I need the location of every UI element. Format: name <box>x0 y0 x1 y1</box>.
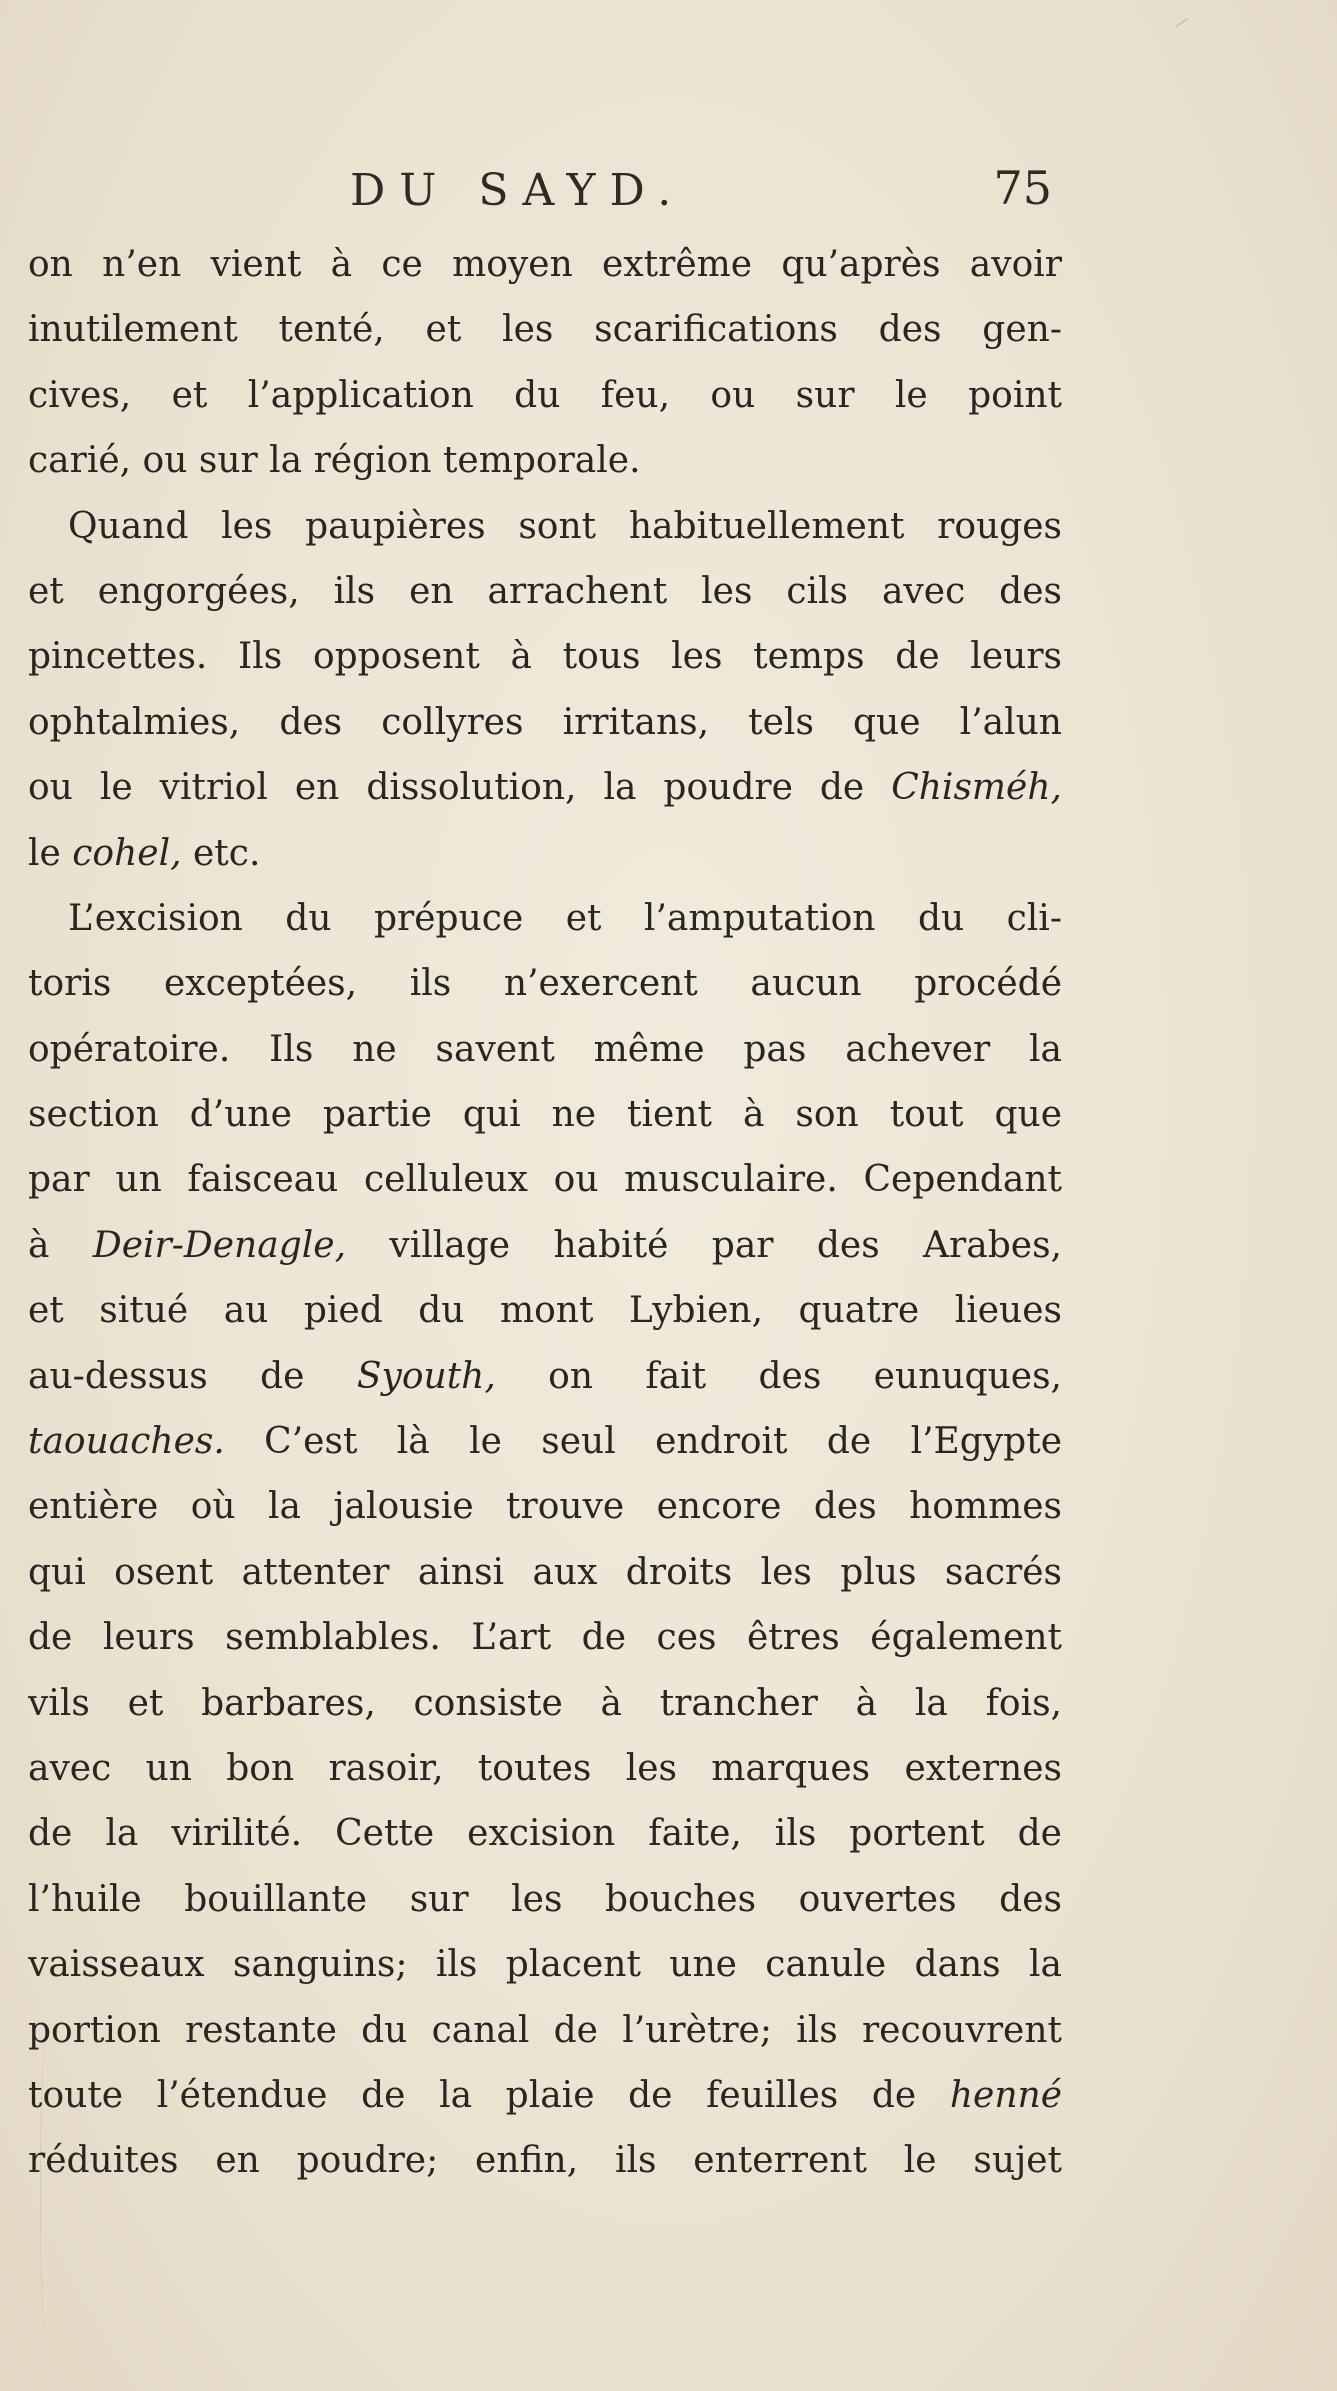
text-line <box>28 2063 1062 2128</box>
line-text: au-dessus de <box>28 1355 357 1397</box>
line-text: cives, et l’application du feu, ou sur le point <box>28 374 1062 416</box>
text-line <box>28 1605 1062 1670</box>
text-line <box>28 2128 1062 2193</box>
line-text: de la virilité. Cette excision faite, ils portent de <box>28 1813 1062 1855</box>
line-text: carié, ou sur la région temporale. <box>28 440 641 482</box>
text-line <box>28 755 1062 820</box>
text-line <box>28 428 1062 493</box>
text-line <box>28 1998 1062 2063</box>
text-line <box>28 1278 1062 1343</box>
line-text: par un faisceau celluleux ou musculaire. Cependant <box>28 1159 1062 1201</box>
text-line <box>28 1017 1062 1082</box>
line-text: Quand les paupières sont habituellement rouges <box>68 505 1062 547</box>
text-line <box>28 1082 1062 1147</box>
line-text: vils et barbares, consiste à trancher à la fois, <box>28 1682 1062 1724</box>
line-text: pincettes. Ils opposent à tous les temps de leurs <box>28 636 1062 678</box>
line-text: toris exceptées, ils n’exercent aucun procédé <box>28 963 1062 1005</box>
italic-term: henné <box>949 2074 1062 2116</box>
text-line <box>28 886 1062 951</box>
line-text: ophtalmies, des collyres irritans, tels que l’alun <box>28 701 1062 743</box>
text-line <box>28 232 1062 297</box>
text-line <box>28 1409 1062 1474</box>
line-text-after: etc. <box>181 832 261 874</box>
text-line <box>28 559 1062 624</box>
line-text: inutilement tenté, et les scarifications des gen- <box>28 309 1062 351</box>
line-text-after: village habité par des Arabes, <box>346 1224 1062 1266</box>
line-text-after: on fait des eunuques, <box>495 1355 1062 1397</box>
line-text: avec un bon rasoir, toutes les marques externes <box>28 1747 1062 1789</box>
line-text: à <box>28 1224 93 1266</box>
text-line <box>28 1801 1062 1866</box>
italic-term: Deir-Denagle, <box>92 1224 347 1266</box>
line-text: vaisseaux sanguins; ils placent une canule dans la <box>28 1944 1062 1986</box>
line-text: on n’en vient à ce moyen extrême qu’après avoir <box>28 244 1062 285</box>
corner-mark <box>1176 18 1188 27</box>
line-text: section d’une partie qui ne tient à son tout que <box>28 1094 1062 1136</box>
line-text: L’excision du prépuce et l’amputation du cli- <box>68 897 1062 939</box>
body-text <box>28 232 1062 2194</box>
line-text: et situé au pied du mont Lybien, quatre lieues <box>28 1290 1062 1332</box>
page-header <box>30 161 1052 225</box>
text-line <box>28 1344 1062 1409</box>
text-line <box>28 951 1062 1016</box>
italic-term: cohel, <box>72 832 182 874</box>
text-line <box>28 690 1062 755</box>
text-line <box>28 1867 1062 1932</box>
line-text: l’huile bouillante sur les bouches ouvertes des <box>28 1878 1062 1920</box>
text-line <box>28 821 1062 886</box>
text-line <box>28 1671 1062 1736</box>
text-line <box>28 1736 1062 1801</box>
text-line <box>28 494 1062 559</box>
line-text: opératoire. Ils ne savent même pas achever la <box>28 1028 1062 1070</box>
text-line <box>28 1213 1062 1278</box>
italic-term: taouaches. <box>28 1421 225 1463</box>
line-text: ou le vitriol en dissolution, la poudre de <box>28 767 892 809</box>
italic-term: Syouth, <box>356 1355 496 1397</box>
text-line <box>28 1474 1062 1539</box>
line-text: toute l’étendue de la plaie de feuilles de <box>28 2074 950 2116</box>
text-line <box>28 363 1062 428</box>
text-line <box>28 624 1062 689</box>
line-text: de leurs semblables. L’art de ces êtres également <box>28 1617 1062 1659</box>
line-text: et engorgées, ils en arrachent les cils avec des <box>28 570 1062 612</box>
text-line <box>28 297 1062 362</box>
text-line <box>28 1147 1062 1212</box>
line-text: réduites en poudre; enfin, ils enterrent le sujet <box>28 2140 1062 2182</box>
page-number: 75 <box>993 161 1052 215</box>
line-text: portion restante du canal de l’urètre; ils recouvrent <box>28 2009 1062 2051</box>
italic-term: Chisméh, <box>891 767 1062 809</box>
text-line <box>28 1540 1062 1605</box>
line-text: qui osent attenter ainsi aux droits les plus sacrés <box>28 1551 1062 1593</box>
text-line <box>28 1932 1062 1997</box>
line-text: entière où la jalousie trouve encore des hommes <box>28 1486 1062 1528</box>
running-head: DU SAYD. <box>350 165 686 216</box>
line-text: le <box>28 832 73 874</box>
line-text-after: C’est là le seul endroit de l’Egypte <box>224 1421 1062 1463</box>
